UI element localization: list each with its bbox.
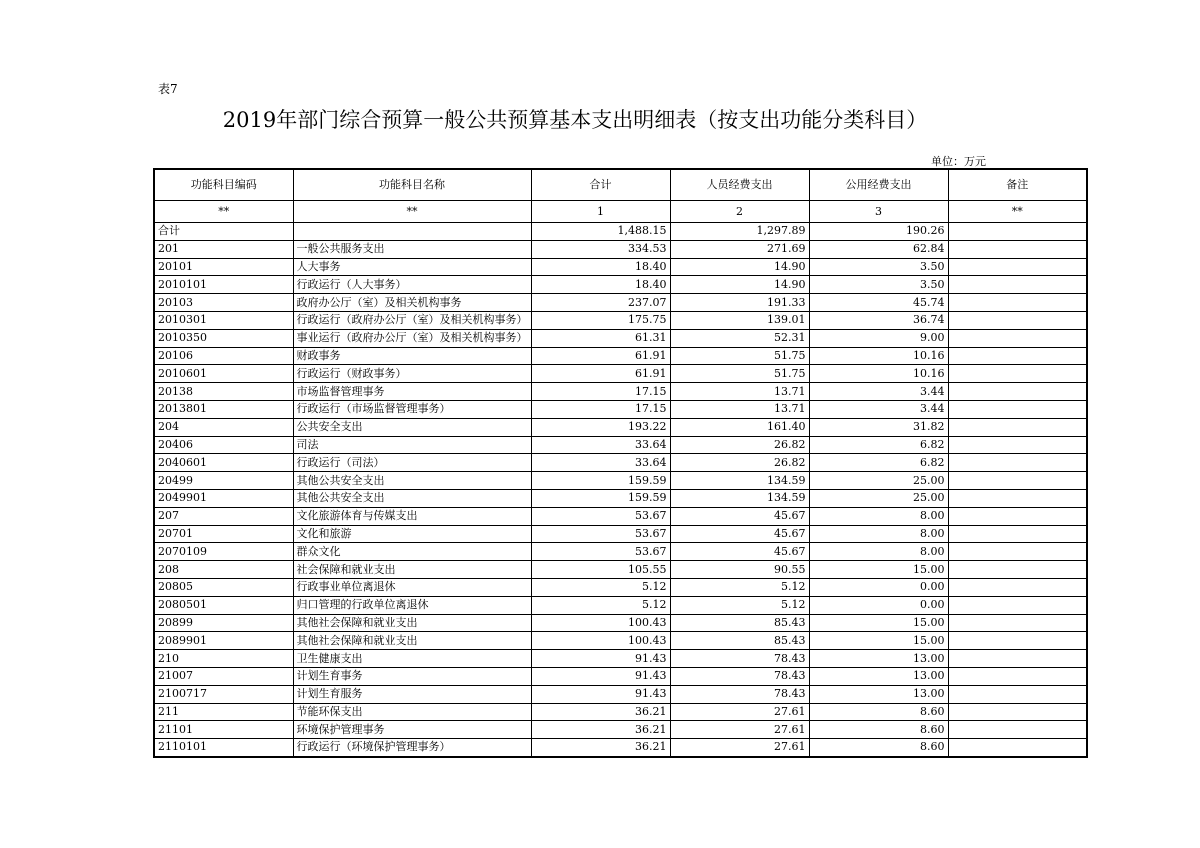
cell-public: 31.82: [809, 418, 948, 436]
cell-name: 文化旅游体育与传媒支出: [293, 507, 531, 525]
cell-total: 53.67: [531, 507, 670, 525]
cell-public: 6.82: [809, 454, 948, 472]
cell-name: 行政事业单位离退休: [293, 578, 531, 596]
cell-code: 20899: [154, 614, 293, 632]
cell-name: 行政运行（市场监督管理事务）: [293, 400, 531, 418]
cell-personnel: 45.67: [670, 543, 809, 561]
table-row: [154, 223, 1087, 241]
cell-personnel: 27.61: [670, 721, 809, 739]
cell-personnel: 271.69: [670, 240, 809, 258]
cell-total: 91.43: [531, 667, 670, 685]
cell-code: 20103: [154, 294, 293, 312]
cell-code: 20701: [154, 525, 293, 543]
cell-personnel: 14.90: [670, 258, 809, 276]
cell-total: 100.43: [531, 632, 670, 650]
cell-public: 15.00: [809, 614, 948, 632]
cell-code: 21007: [154, 667, 293, 685]
cell-note: [948, 311, 1087, 329]
table-row: [154, 650, 1087, 668]
cell-total: 18.40: [531, 276, 670, 294]
cell-note: [948, 596, 1087, 614]
cell-total: 36.21: [531, 721, 670, 739]
cell-total: 61.31: [531, 329, 670, 347]
cell-total: 91.43: [531, 650, 670, 668]
cell-name: 市场监督管理事务: [293, 383, 531, 401]
cell-name: 群众文化: [293, 543, 531, 561]
cell-personnel: 45.67: [670, 507, 809, 525]
cell-code: 20499: [154, 472, 293, 490]
cell-name: 行政运行（环境保护管理事务）: [293, 739, 531, 757]
cell-name: 计划生育服务: [293, 685, 531, 703]
cell-total: 175.75: [531, 311, 670, 329]
cell-note: [948, 543, 1087, 561]
table-row: [154, 454, 1087, 472]
cell-public: 0.00: [809, 596, 948, 614]
column-header-total: 合计: [531, 169, 670, 201]
table-row: [154, 578, 1087, 596]
cell-public: 8.60: [809, 739, 948, 757]
column-header-note: 备注: [948, 169, 1087, 201]
cell-note: [948, 418, 1087, 436]
cell-code: 21101: [154, 721, 293, 739]
cell-public: 3.50: [809, 258, 948, 276]
cell-code: 2010101: [154, 276, 293, 294]
cell-note: [948, 454, 1087, 472]
table-row: [154, 365, 1087, 383]
cell-name: 社会保障和就业支出: [293, 561, 531, 579]
cell-personnel: 52.31: [670, 329, 809, 347]
cell-total: 334.53: [531, 240, 670, 258]
cell-public: 45.74: [809, 294, 948, 312]
table-row: [154, 489, 1087, 507]
table-row: [154, 276, 1087, 294]
cell-note: [948, 632, 1087, 650]
cell-public: 13.00: [809, 667, 948, 685]
cell-note: [948, 294, 1087, 312]
table-row: [154, 329, 1087, 347]
cell-public: 8.60: [809, 721, 948, 739]
column-index-code: **: [154, 201, 293, 223]
cell-note: [948, 578, 1087, 596]
cell-name: 司法: [293, 436, 531, 454]
cell-public: 3.44: [809, 400, 948, 418]
table-row: [154, 383, 1087, 401]
budget-table: [153, 168, 1088, 758]
cell-code: 208: [154, 561, 293, 579]
cell-name: 其他公共安全支出: [293, 489, 531, 507]
column-index-name: **: [293, 201, 531, 223]
cell-public: 3.50: [809, 276, 948, 294]
cell-code: 2010301: [154, 311, 293, 329]
cell-personnel: 5.12: [670, 596, 809, 614]
table-row: [154, 240, 1087, 258]
cell-name: 政府办公厅（室）及相关机构事务: [293, 294, 531, 312]
cell-public: 190.26: [809, 223, 948, 241]
cell-personnel: 26.82: [670, 454, 809, 472]
cell-personnel: 13.71: [670, 383, 809, 401]
cell-note: [948, 329, 1087, 347]
cell-public: 10.16: [809, 347, 948, 365]
cell-personnel: 45.67: [670, 525, 809, 543]
cell-note: [948, 703, 1087, 721]
cell-code: 2089901: [154, 632, 293, 650]
cell-note: [948, 614, 1087, 632]
cell-note: [948, 258, 1087, 276]
cell-total: 36.21: [531, 703, 670, 721]
cell-note: [948, 739, 1087, 757]
cell-name: 其他社会保障和就业支出: [293, 614, 531, 632]
table-row: [154, 632, 1087, 650]
cell-public: 8.60: [809, 703, 948, 721]
cell-public: 15.00: [809, 561, 948, 579]
cell-personnel: 5.12: [670, 578, 809, 596]
cell-public: 36.74: [809, 311, 948, 329]
table-row: [154, 614, 1087, 632]
table-row: [154, 347, 1087, 365]
cell-note: [948, 721, 1087, 739]
cell-total: 17.15: [531, 383, 670, 401]
table-row: [154, 311, 1087, 329]
cell-note: [948, 276, 1087, 294]
cell-personnel: 134.59: [670, 489, 809, 507]
cell-code: 2049901: [154, 489, 293, 507]
cell-name: 人大事务: [293, 258, 531, 276]
cell-code: 2040601: [154, 454, 293, 472]
column-index-personnel: 2: [670, 201, 809, 223]
cell-name: 一般公共服务支出: [293, 240, 531, 258]
table-row: [154, 685, 1087, 703]
cell-note: [948, 685, 1087, 703]
cell-personnel: 13.71: [670, 400, 809, 418]
table-row: [154, 739, 1087, 757]
cell-code: 20805: [154, 578, 293, 596]
cell-public: 8.00: [809, 543, 948, 561]
sheet-label: 表7: [158, 82, 178, 96]
column-index-total: 1: [531, 201, 670, 223]
column-header-name: 功能科目名称: [293, 169, 531, 201]
table-row: [154, 507, 1087, 525]
cell-name: [293, 223, 531, 241]
cell-code: 20106: [154, 347, 293, 365]
cell-public: 6.82: [809, 436, 948, 454]
cell-code: 2013801: [154, 400, 293, 418]
cell-code: 210: [154, 650, 293, 668]
cell-personnel: 139.01: [670, 311, 809, 329]
cell-personnel: 51.75: [670, 347, 809, 365]
cell-name: 归口管理的行政单位离退休: [293, 596, 531, 614]
cell-personnel: 27.61: [670, 739, 809, 757]
cell-code: 2110101: [154, 739, 293, 757]
cell-total: 17.15: [531, 400, 670, 418]
cell-total: 33.64: [531, 454, 670, 472]
cell-total: 36.21: [531, 739, 670, 757]
cell-total: 1,488.15: [531, 223, 670, 241]
cell-note: [948, 436, 1087, 454]
cell-name: 行政运行（司法）: [293, 454, 531, 472]
cell-personnel: 14.90: [670, 276, 809, 294]
cell-name: 节能环保支出: [293, 703, 531, 721]
table-row: [154, 596, 1087, 614]
cell-public: 8.00: [809, 525, 948, 543]
cell-personnel: 1,297.89: [670, 223, 809, 241]
cell-total: 53.67: [531, 525, 670, 543]
cell-personnel: 161.40: [670, 418, 809, 436]
cell-note: [948, 347, 1087, 365]
table-row: [154, 721, 1087, 739]
cell-total: 105.55: [531, 561, 670, 579]
cell-name: 公共安全支出: [293, 418, 531, 436]
column-index-public: 3: [809, 201, 948, 223]
cell-code: 207: [154, 507, 293, 525]
cell-name: 其他社会保障和就业支出: [293, 632, 531, 650]
cell-public: 9.00: [809, 329, 948, 347]
table-body: [154, 223, 1087, 757]
cell-total: 159.59: [531, 472, 670, 490]
cell-total: 100.43: [531, 614, 670, 632]
cell-name: 环境保护管理事务: [293, 721, 531, 739]
cell-personnel: 85.43: [670, 614, 809, 632]
cell-total: 193.22: [531, 418, 670, 436]
cell-name: 其他公共安全支出: [293, 472, 531, 490]
cell-note: [948, 650, 1087, 668]
cell-note: [948, 525, 1087, 543]
cell-public: 8.00: [809, 507, 948, 525]
cell-name: 财政事务: [293, 347, 531, 365]
header-row: [154, 169, 1087, 201]
cell-name: 行政运行（政府办公厅（室）及相关机构事务）: [293, 311, 531, 329]
cell-note: [948, 507, 1087, 525]
cell-code: 2070109: [154, 543, 293, 561]
cell-note: [948, 240, 1087, 258]
table-row: [154, 418, 1087, 436]
cell-name: 事业运行（政府办公厅（室）及相关机构事务）: [293, 329, 531, 347]
table-row: [154, 436, 1087, 454]
cell-code: 201: [154, 240, 293, 258]
cell-total: 18.40: [531, 258, 670, 276]
cell-note: [948, 489, 1087, 507]
column-header-personnel: 人员经费支出: [670, 169, 809, 201]
cell-note: [948, 472, 1087, 490]
table-row: [154, 400, 1087, 418]
unit-label: 单位：万元: [931, 155, 986, 168]
table-row: [154, 472, 1087, 490]
cell-personnel: 85.43: [670, 632, 809, 650]
column-index-note: **: [948, 201, 1087, 223]
cell-name: 计划生育事务: [293, 667, 531, 685]
cell-note: [948, 365, 1087, 383]
cell-personnel: 78.43: [670, 685, 809, 703]
cell-public: 13.00: [809, 650, 948, 668]
cell-public: 62.84: [809, 240, 948, 258]
table-row: [154, 294, 1087, 312]
cell-public: 15.00: [809, 632, 948, 650]
cell-code: 20101: [154, 258, 293, 276]
cell-public: 0.00: [809, 578, 948, 596]
cell-total: 33.64: [531, 436, 670, 454]
cell-total: 237.07: [531, 294, 670, 312]
cell-note: [948, 561, 1087, 579]
cell-code: 2080501: [154, 596, 293, 614]
cell-total: 53.67: [531, 543, 670, 561]
cell-name: 文化和旅游: [293, 525, 531, 543]
cell-total: 61.91: [531, 347, 670, 365]
column-header-code: 功能科目编码: [154, 169, 293, 201]
table-row: [154, 703, 1087, 721]
column-index-row: [154, 201, 1087, 223]
table-row: [154, 258, 1087, 276]
cell-public: 3.44: [809, 383, 948, 401]
cell-code: 2010601: [154, 365, 293, 383]
cell-total: 61.91: [531, 365, 670, 383]
cell-note: [948, 383, 1087, 401]
cell-public: 25.00: [809, 472, 948, 490]
cell-personnel: 191.33: [670, 294, 809, 312]
cell-personnel: 51.75: [670, 365, 809, 383]
cell-personnel: 78.43: [670, 667, 809, 685]
cell-total: 91.43: [531, 685, 670, 703]
page-title: 2019年部门综合预算一般公共预算基本支出明细表（按支出功能分类科目）: [222, 108, 928, 132]
cell-code: 2010350: [154, 329, 293, 347]
cell-name: 卫生健康支出: [293, 650, 531, 668]
table-row: [154, 525, 1087, 543]
cell-total: 5.12: [531, 578, 670, 596]
cell-public: 10.16: [809, 365, 948, 383]
cell-note: [948, 223, 1087, 241]
cell-personnel: 90.55: [670, 561, 809, 579]
cell-code: 211: [154, 703, 293, 721]
cell-total: 5.12: [531, 596, 670, 614]
cell-personnel: 26.82: [670, 436, 809, 454]
cell-total: 159.59: [531, 489, 670, 507]
cell-public: 25.00: [809, 489, 948, 507]
cell-public: 13.00: [809, 685, 948, 703]
table-row: [154, 667, 1087, 685]
cell-note: [948, 667, 1087, 685]
table-row: [154, 543, 1087, 561]
cell-code: 2100717: [154, 685, 293, 703]
cell-personnel: 78.43: [670, 650, 809, 668]
cell-code: 20406: [154, 436, 293, 454]
cell-name: 行政运行（人大事务）: [293, 276, 531, 294]
cell-personnel: 27.61: [670, 703, 809, 721]
cell-note: [948, 400, 1087, 418]
table-row: [154, 561, 1087, 579]
cell-code: 合计: [154, 223, 293, 241]
cell-code: 20138: [154, 383, 293, 401]
cell-personnel: 134.59: [670, 472, 809, 490]
cell-code: 204: [154, 418, 293, 436]
column-header-public: 公用经费支出: [809, 169, 948, 201]
cell-name: 行政运行（财政事务）: [293, 365, 531, 383]
